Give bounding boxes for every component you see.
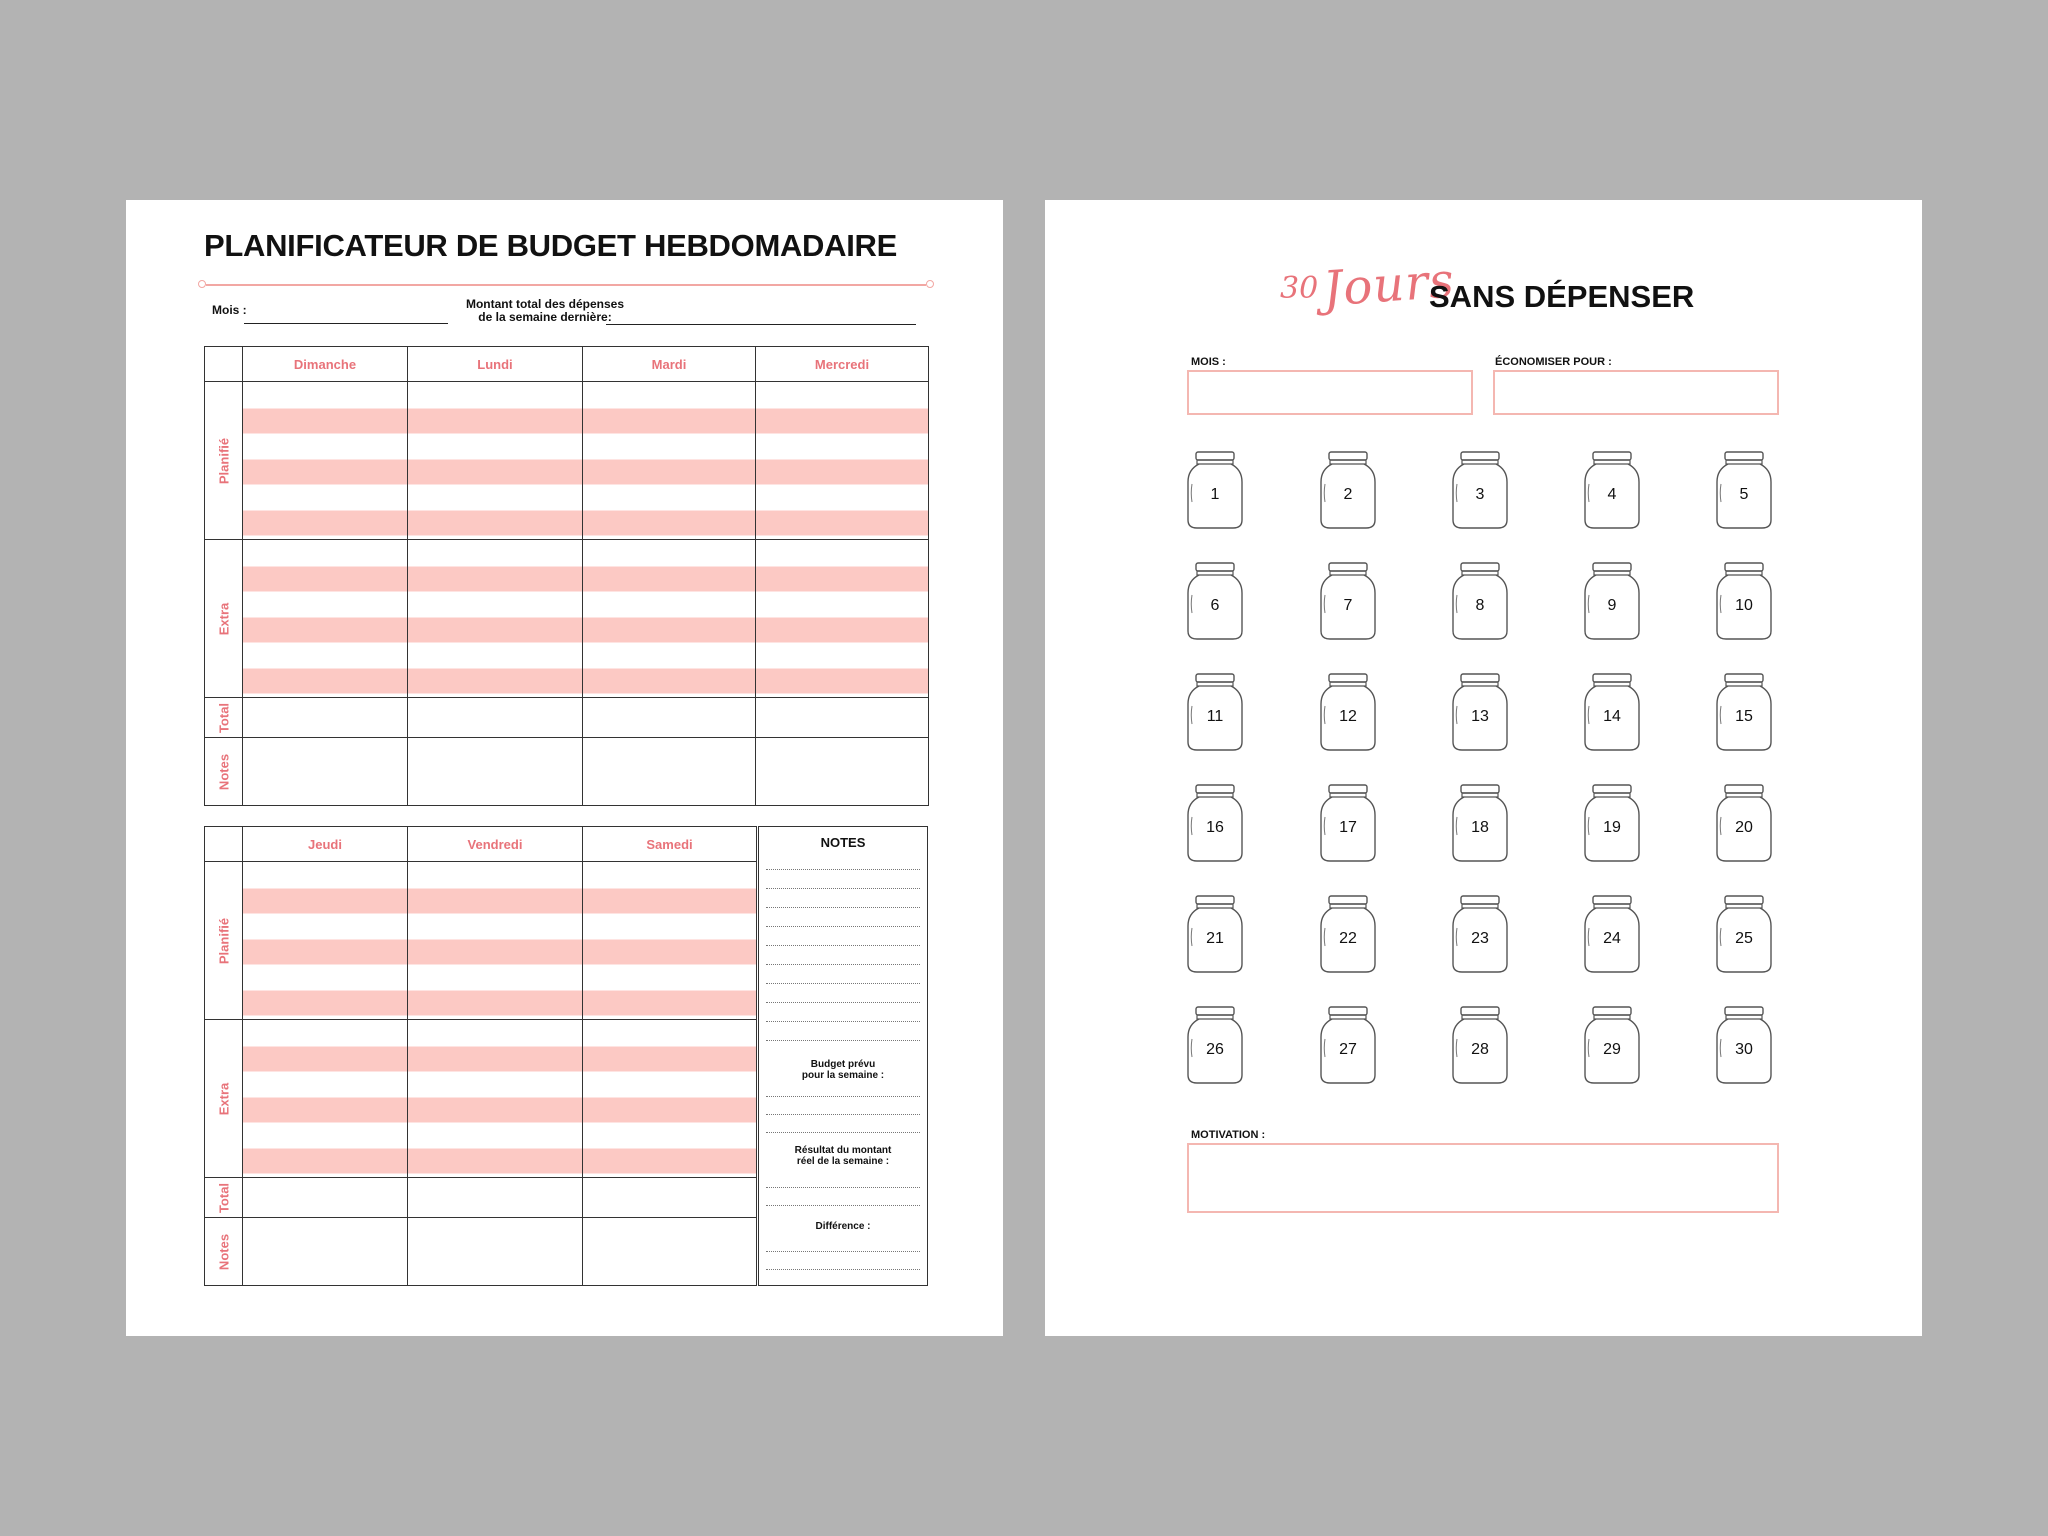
planned-cell[interactable] [243,382,408,540]
jar-icon[interactable] [1582,450,1642,530]
notes-cell[interactable] [756,738,929,806]
jar-number: 3 [1475,486,1485,503]
row-label-notes: Notes [205,738,243,806]
jar-number: 10 [1735,597,1753,614]
total-cell[interactable] [243,1178,408,1218]
jar-icon[interactable] [1318,561,1378,641]
planned-cell[interactable] [408,862,583,1020]
total-cell[interactable] [756,698,929,738]
extra-row [205,540,929,698]
total-cell[interactable] [408,698,583,738]
dotted-line [766,1132,920,1133]
jar-icon[interactable] [1582,894,1642,974]
total-row [205,1178,757,1218]
planned-row [205,382,929,540]
planned-cell[interactable] [583,862,757,1020]
jar-number: 22 [1339,930,1357,947]
total-row [205,698,929,738]
weekly-budget-page [126,200,1003,1336]
jar-icon[interactable] [1185,1005,1245,1085]
montant-label [460,298,630,324]
jar-icon[interactable] [1185,672,1245,752]
jar-number: 12 [1339,708,1357,725]
jar-icon[interactable] [1714,561,1774,641]
jar-icon[interactable] [1318,672,1378,752]
jar-number: 18 [1471,819,1489,836]
total-cell[interactable] [408,1178,583,1218]
extra-cell[interactable] [408,540,583,698]
jar-icon[interactable] [1450,783,1510,863]
planned-cell[interactable] [243,862,408,1020]
extra-cell[interactable] [243,1020,408,1178]
motivation-input-box[interactable] [1187,1143,1779,1213]
budget-table-bottom [204,826,757,1286]
row-label-total: Total [205,1178,243,1218]
dotted-line [766,983,920,984]
jar-number: 11 [1206,708,1224,725]
dotted-line [766,1251,920,1252]
economiser-label: ÉCONOMISER POUR : [1495,356,1612,368]
title-divider [206,284,926,286]
day-header-dimanche: Dimanche [243,347,408,382]
extra-cell[interactable] [243,540,408,698]
day-header-lundi: Lundi [408,347,583,382]
extra-cell[interactable] [583,1020,757,1178]
notes-row [205,1218,757,1286]
jar-icon[interactable] [1450,894,1510,974]
jar-icon[interactable] [1582,783,1642,863]
table-header-row [205,347,929,382]
title-script-number: 30 [1280,271,1319,306]
resultat-label: Résultat du montant réel de la semaine : [794,1145,892,1167]
budget-prevu-label: Budget prévu pour la semaine : [801,1059,885,1081]
economiser-input-box[interactable] [1493,370,1779,415]
jar-number: 13 [1471,708,1489,725]
jar-number: 4 [1607,486,1617,503]
notes-box[interactable] [758,826,928,1286]
jar-icon[interactable] [1582,1005,1642,1085]
dotted-line [766,1040,920,1041]
extra-cell[interactable] [583,540,756,698]
total-cell[interactable] [583,698,756,738]
notes-row [205,738,929,806]
jar-number: 21 [1206,930,1224,947]
jar-icon[interactable] [1450,450,1510,530]
dotted-line [766,1021,920,1022]
dotted-line [766,945,920,946]
table-corner [205,347,243,382]
jar-number: 6 [1210,597,1220,614]
notes-cell[interactable] [583,738,756,806]
jar-icon[interactable] [1714,672,1774,752]
mois-label: MOIS : [1191,356,1226,368]
jar-icon[interactable] [1185,561,1245,641]
jar-icon[interactable] [1318,894,1378,974]
planned-cell[interactable] [583,382,756,540]
dotted-line [766,1114,920,1115]
jar-icon[interactable] [1714,1005,1774,1085]
jar-number: 20 [1735,819,1753,836]
notes-cell[interactable] [583,1218,757,1286]
dotted-line [766,1205,920,1206]
jar-icon[interactable] [1582,672,1642,752]
planned-row [205,862,757,1020]
jar-number: 24 [1603,930,1621,947]
jar-icon[interactable] [1450,1005,1510,1085]
jar-number: 9 [1607,597,1617,614]
dotted-line [766,1096,920,1097]
total-cell[interactable] [243,698,408,738]
jar-icon[interactable] [1582,561,1642,641]
mois-label: Mois : [212,303,247,317]
extra-cell[interactable] [408,1020,583,1178]
jar-number: 14 [1603,708,1621,725]
jar-number: 16 [1206,819,1224,836]
dotted-line [766,1269,920,1270]
notes-cell[interactable] [243,1218,408,1286]
day-header-jeudi: Jeudi [243,827,408,862]
jar-icon[interactable] [1185,894,1245,974]
jar-number: 17 [1339,819,1357,836]
jar-number: 1 [1210,486,1220,503]
planned-cell[interactable] [756,382,929,540]
jar-icon[interactable] [1714,894,1774,974]
dotted-line [766,1002,920,1003]
row-label-planned: Planifié [205,862,243,1020]
table-header-row [205,827,757,862]
dotted-line [766,964,920,965]
notes-cell[interactable] [408,1218,583,1286]
planned-cell[interactable] [408,382,583,540]
dotted-line [766,907,920,908]
row-label-planned: Planifié [205,382,243,540]
jar-number: 25 [1735,930,1753,947]
montant-field[interactable] [606,324,916,325]
total-cell[interactable] [583,1178,757,1218]
dotted-line [766,869,920,870]
jar-icon[interactable] [1185,450,1245,530]
row-label-extra: Extra [205,540,243,698]
day-header-samedi: Samedi [583,827,757,862]
jar-number: 5 [1739,486,1749,503]
jar-icon[interactable] [1318,450,1378,530]
jar-number: 8 [1475,597,1485,614]
dotted-line [766,926,920,927]
dotted-line [766,888,920,889]
difference-label: Différence : [815,1221,871,1232]
row-label-extra: Extra [205,1020,243,1178]
day-header-mercredi: Mercredi [756,347,929,382]
page-title: PLANIFICATEUR DE BUDGET HEBDOMADAIRE [204,228,898,263]
motivation-label: MOTIVATION : [1191,1129,1266,1141]
extra-row [205,1020,757,1178]
jar-number: 28 [1471,1041,1489,1058]
jar-number: 15 [1735,708,1753,725]
day-header-vendredi: Vendredi [408,827,583,862]
jar-number: 19 [1603,819,1621,836]
table-corner [205,827,243,862]
mois-input-box[interactable] [1187,370,1473,415]
montant-label-line1: Montant total des dépenses [465,297,625,311]
jar-icon[interactable] [1185,783,1245,863]
notes-box-title: NOTES [820,835,866,850]
budget-table-top [204,346,929,806]
jar-number: 27 [1339,1041,1357,1058]
row-label-total: Total [205,698,243,738]
jar-icon[interactable] [1318,783,1378,863]
jar-icon[interactable] [1714,783,1774,863]
dotted-line [766,1187,920,1188]
jar-number: 26 [1206,1041,1224,1058]
title-main: SANS DÉPENSER [1429,279,1695,314]
jar-icon[interactable] [1714,450,1774,530]
row-label-notes: Notes [205,1218,243,1286]
jar-number: 30 [1735,1041,1753,1058]
montant-label-line2: de la semaine dernière: [478,310,612,324]
jar-icon[interactable] [1318,1005,1378,1085]
jar-number: 7 [1343,597,1353,614]
jar-icon[interactable] [1450,561,1510,641]
page-title [1280,252,1780,332]
extra-cell[interactable] [756,540,929,698]
jar-icon[interactable] [1450,672,1510,752]
jar-number: 23 [1471,930,1489,947]
jar-number: 29 [1603,1041,1621,1058]
day-header-mardi: Mardi [583,347,756,382]
notes-cell[interactable] [243,738,408,806]
no-spend-page [1045,200,1922,1336]
jar-number: 2 [1343,486,1353,503]
notes-cell[interactable] [408,738,583,806]
title-script-word: Jours [1321,252,1457,318]
mois-field[interactable] [244,323,448,324]
